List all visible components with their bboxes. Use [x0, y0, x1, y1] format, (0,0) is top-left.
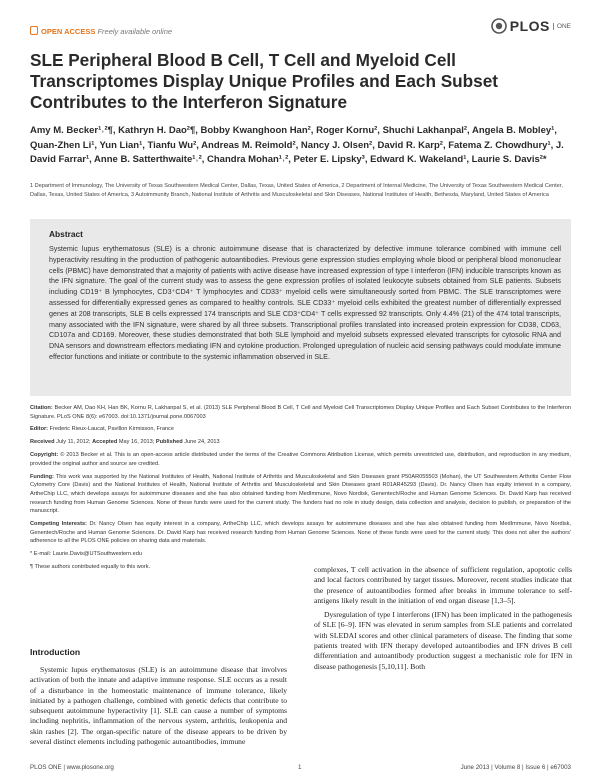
- editor-label: Editor:: [30, 426, 49, 433]
- copyright-text: © 2013 Becker et al. This is an open-access article distributed under the terms of the Creative Commons Attribution License, which permits unrestricted use, distribution, and reproduction in any medium, provided the original author and source are credited.: [30, 452, 572, 467]
- open-access-banner: [30, 26, 172, 36]
- freely-available-label: Freely available online: [97, 27, 173, 36]
- competing-label: Competing Interests:: [30, 521, 87, 528]
- journal-header: [30, 12, 571, 42]
- accepted-label: Accepted: [92, 439, 118, 446]
- one-wordmark: ONE: [553, 23, 571, 30]
- affiliations: 1 Department of Immunology, The University of Texas Southwestern Medical Center, Dallas, Texas, United States of America, 2 Department of Internal Medicine, The University of Texas Southwestern Medical Center, Dallas, Texas, United States of America, 3 Autoimmunity Branch, National Institute of Arthritis and Musculoskeletal and Skin Diseases, National Institutes of Health, Bethesda, Maryland, United States of America: [30, 183, 563, 198]
- editor-text: Frederic Rieux-Laucat, Pavillon Kirmisson, France: [49, 426, 174, 433]
- footer-journal: PLOS ONE | www.plosone.org: [30, 764, 114, 771]
- intro-paragraph-2: Dysregulation of type I interferons (IFN) has been implicated in the pathogenesis of SLE [6–9]. IFN was elevated in serum samples from SLE patients and correlated with SLEDAI scores and other clinical parameters of disease. The finding that some patients treated with IFN therapy developed autoantibodies and IFN drives B cell differentiation and autoantibody production suggest a mechanistic role for IFN in disease pathogenesis [5,10,11]. Both: [314, 610, 572, 671]
- abstract-text: Systemic lupus erythematosus (SLE) is a chronic autoimmune disease that is characterized by defective immune tolerance combined with immune cell hyperactivity resulting in the production of pathogenic autoantibodies. Previous gene expression studies employing whole blood or peripheral blood mononuclear cells (PBMC) have demonstrated that a majority of patients with active disease have increased expression of type I interferon (IFN) inducible transcripts known as the IFN signature. The goal of the current study was to assess the gene expression profiles of isolated leukocyte subsets obtained from SLE patients. Subsets including CD19⁺ B lymphocytes, CD3⁺CD4⁺ T lymphocytes and CD33⁺ myeloid cells were simultaneously sorted from PBMC. The SLE transcriptomes were assessed for differentially expressed genes as compared to healthy controls. SLE CD33⁺ myeloid cells exhibited the greatest number of differentially expressed genes at 208 transcripts, SLE B cells expressed 174 transcripts and SLE CD3⁺CD4⁺ T cells expressed 92 transcripts. Only 4.4% (21) of the 474 total transcripts, many associated with the IFN signature, were shared by all three subsets. Transcriptional profiles translated into increased protein expression for CD38, CD63, CD107a and CD169. Moreover, these studies demonstrated that both SLE lymphoid and myeloid subsets expressed elevated transcripts for cytosolic RNA and DNA sensors and downstream effectors mediating IFN and cytokine production. Prolonged upregulation of nucleic acid sensing pathways could modulate immune effector functions and initiate or contribute to the systemic inflammation observed in SLE.: [49, 245, 561, 361]
- copyright-block: [30, 451, 571, 468]
- received-date: July 11, 2012;: [56, 439, 91, 446]
- intro-paragraph-1: Systemic lupus erythematosus (SLE) is an autoimmune disease that involves activation of both the innate and adaptive immune response. SLE occurs as a result of a disturbance in the homeostatic maintenance of immune tolerance, likely initiated by a pathogen challenge, combined with genetic defects that contribute to subsequent autoimmune hyperactivity [1]. SLE can cause a number of symptoms including nephritis, inflammation of the nervous system, arthritis, leukopenia and skin rashes [2]. The organ-specific nature of the disease appears to be driven by several distinct elements including pathogenic autoantibodies, immune: [30, 665, 287, 747]
- page-number: 1: [298, 764, 302, 771]
- email-line: * E-mail: Laurie.Davis@UTSouthwestern.edu: [30, 551, 143, 558]
- abstract-heading: Abstract: [49, 229, 83, 239]
- author-list: Amy M. Becker¹˒²¶, Kathryn H. Dao²¶, Bobby Kwanghoon Han², Roger Kornu², Shuchi Lakhanpal², Angela B. Mobley¹, Quan-Zhen Li¹, Yun Lian¹, Tianfu Wu², Andreas M. Reimold², Nancy J. Olsen², David R. Karp², Fatema Z. Chowdhury¹, J. David Farrar¹, Anne B. Satterthwaite¹˒², Chandra Mohan¹˒², Peter E. Lipsky³, Edward K. Wakeland¹, Laurie S. Davis²*: [30, 125, 564, 165]
- body-column-left: [30, 565, 287, 747]
- introduction-heading: Introduction: [30, 647, 81, 657]
- open-lock-icon: [30, 26, 38, 35]
- intro-paragraph-1-continued: complexes, T cell activation in the absence of sufficient regulation, apoptotic cells and local factors contributed by target tissues. Moreover, recent studies indicate that the presence of autoantibodies formed after breaks in immune tolerance to self-antigens likely result in the initiation of end organ disease [1,3–5].: [314, 565, 572, 605]
- footer-issue: June 2013 | Volume 8 | Issue 6 | e67003: [460, 764, 571, 771]
- abstract-box: [30, 219, 571, 396]
- competing-block: [30, 520, 571, 546]
- citation-block: [30, 404, 571, 421]
- published-label: Published: [155, 439, 183, 446]
- funding-label: Funding:: [30, 473, 54, 480]
- funding-text: This work was supported by the National Institutes of Health, National Institute of Arthritis and Musculoskeletal and Skin Diseases grant P50AR055503 (Mohan), the UT Southwestern Arthritis Center Flow Cytometry Core (Davis) and the National Institutes of Health, National Institute of Arthritis and Musculoskeletal and Skin Diseases grant R01AR45293 (Davis). Dr. Nancy Olsen has equity interest in a company, ArtheChip LLC, which develops assays for autoimmune diseases and she has also obtained funding from MedImmune, Novo Nordisk, Genentech/Roche and Human Genome Sciences. Dr. David Karp has received research funding from Human Genome Sciences. None of these funds were used for the current study. The funders had no role in study design, data collection and analysis, decision to publish, or preparation of the manuscript.: [30, 473, 572, 515]
- plos-logo-icon: [491, 18, 507, 34]
- equal-contribution-note: ¶ These authors contributed equally to this work.: [30, 563, 151, 570]
- editor-block: [30, 425, 571, 434]
- plos-wordmark: PLOS: [509, 18, 550, 34]
- citation-text: Becker AM, Dao KH, Han BK, Kornu R, Lakhanpal S, et al. (2013) SLE Peripheral Blood B Cell, T Cell and Myeloid Cell Transcriptomes Display Unique Profiles and Each Subset Contributes to the Interferon Signature. PLoS ONE 8(6): e67003. doi:10.1371/journal.pone.0067003: [30, 405, 571, 420]
- plos-one-logo: [491, 18, 571, 34]
- funding-block: [30, 473, 571, 516]
- copyright-label: Copyright:: [30, 452, 59, 459]
- access-label: ACCESS: [64, 27, 96, 36]
- body-column-right: [314, 565, 572, 672]
- open-label: OPEN: [41, 27, 63, 36]
- dates-block: [30, 438, 571, 447]
- article-metadata: [30, 404, 571, 576]
- citation-label: Citation:: [30, 405, 53, 411]
- article-title: SLE Peripheral Blood B Cell, T Cell and Myeloid Cell Transcriptomes Display Unique Profiles and Each Subset Contributes to the Interferon Signature: [30, 50, 499, 112]
- published-date: June 24, 2013: [184, 439, 220, 446]
- competing-text: Dr. Nancy Olsen has equity interest in a company, ArtheChip LLC, which develops assays for autoimmune diseases and she has also obtained funding from MedImmune, Novo Nordisk, Genentech/Roche and Human Genome Sciences. Dr. David Karp has received research funding from Human Genome Sciences. None of these funds were used for the current study. This does not alter the authors' adherence to all the PLOS ONE policies on sharing data and materials.: [30, 521, 571, 545]
- received-label: Received: [30, 439, 55, 446]
- accepted-date: May 16, 2013;: [118, 439, 155, 446]
